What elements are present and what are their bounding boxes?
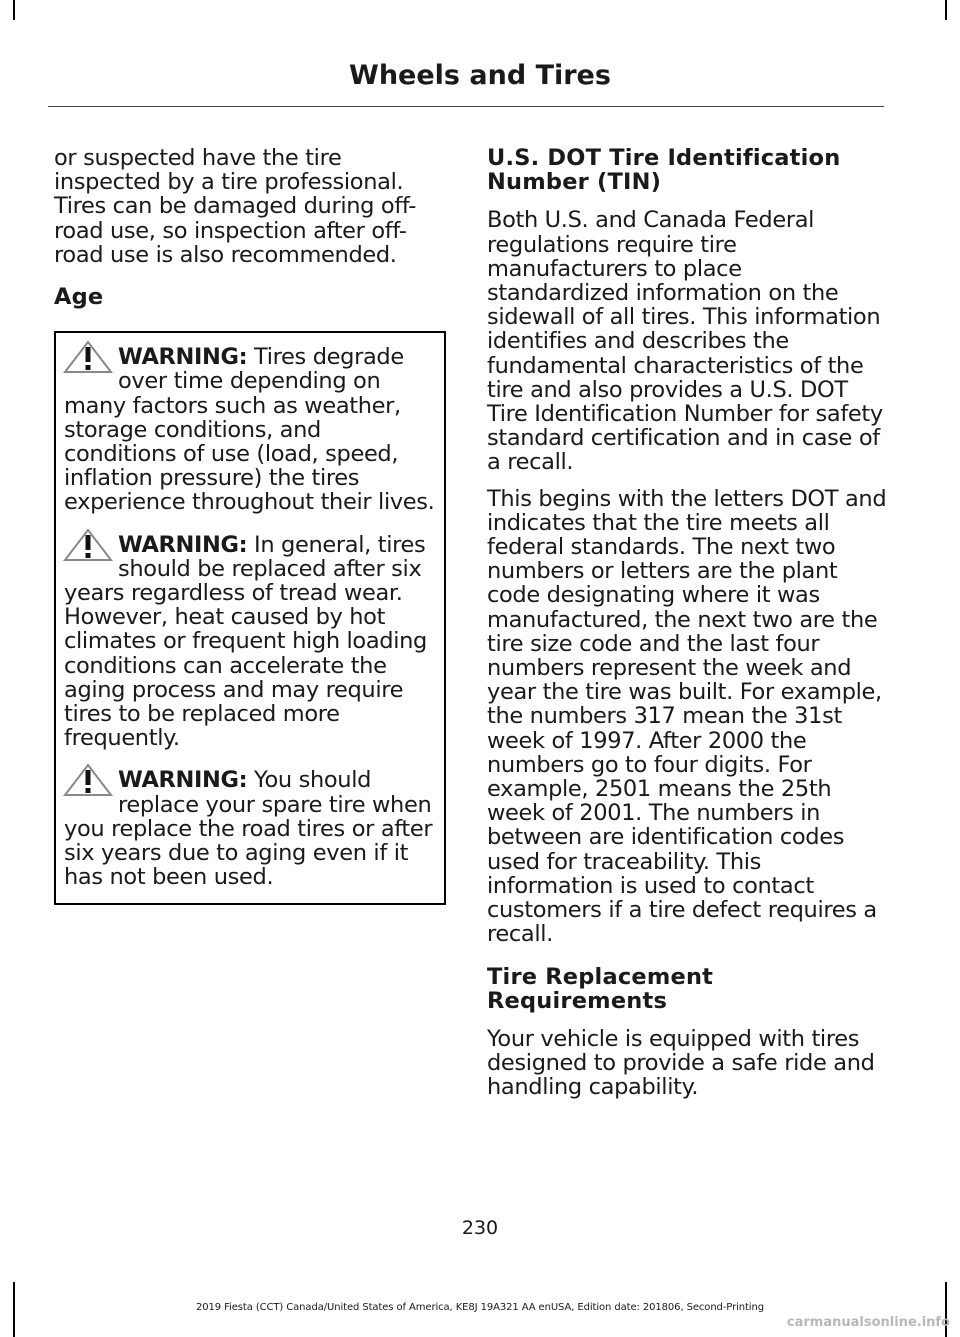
page-number: 230: [461, 1217, 499, 1239]
tin-paragraph-2: This begins with the letters DOT and indicates that the tire meets all federal standards. The next two numbers or letters are the plant code designating where it was manufactured, the next two are the tire size code and the last four numbers represent the week and year the tire was built. For example, the numbers 317 mean the 31st week of 1997. After 2000 the numbers go to four digits. For example, 2501 means the 25th week of 2001. The numbers in between are identification codes used for traceability. This information is used to contact customers if a tire defect requires a recall.: [487, 485, 887, 948]
warning-text: In general, tires should be replaced after six years regardless of tread wear. However, heat caused by hot climates or frequent high loading conditions can accelerate the aging process and may require tires to be replaced more frequently.: [64, 531, 427, 752]
tin-paragraph-1: Both U.S. and Canada Federal regulations require tire manufacturers to place standardized information on the sidewall of all tires. This information identifies and describes the fundamental characteristics of the tire and also provides a U.S. DOT Tire Identification Number for safety standard certification and in case of a recall.: [487, 207, 883, 476]
right-column: [487, 146, 887, 1112]
intro-paragraph: or suspected have the tire inspected by a tire professional. Tires can be damaged during off-road use, so inspection after off-road use is also recommended.: [54, 145, 416, 268]
left-column: [54, 146, 446, 905]
warning-item: [64, 533, 436, 751]
warning-text: You should replace your spare tire when you replace the road tires or after six years due to aging even if it has not been used.: [64, 767, 433, 891]
warning-triangle-icon: [62, 339, 114, 375]
warning-triangle-icon: [62, 762, 114, 798]
warning-text: Tires degrade over time depending on many factors such as weather, storage conditions, and conditions of use (load, speed, inflation pressure) the tires experience throughout their lives.: [64, 344, 435, 516]
replacement-heading: Tire Replacement Requirements: [487, 963, 714, 1014]
header-divider: [48, 106, 884, 107]
age-heading: Age: [54, 284, 104, 311]
warning-item: [64, 345, 436, 514]
replacement-paragraph: Your vehicle is equipped with tires designed to provide a safe ride and handling capability.: [487, 1025, 875, 1101]
warning-label: WARNING:: [118, 531, 248, 558]
warning-label: WARNING:: [118, 344, 248, 371]
crop-mark-top-right: [945, 0, 947, 20]
page-header-title: Wheels and Tires: [349, 60, 611, 91]
tin-heading: U.S. DOT Tire Identification Number (TIN): [487, 145, 841, 196]
footer-edition-info: 2019 Fiesta (CCT) Canada/United States of America, KE8J 19A321 AA enUSA, Edition date: 201806, Second-Printing: [196, 1302, 764, 1313]
warning-item: [64, 768, 436, 889]
warnings-box: [54, 331, 446, 905]
crop-mark-top-left: [13, 0, 15, 20]
warning-label: WARNING:: [118, 767, 248, 794]
watermark: carmanualsonline.info: [786, 1315, 950, 1330]
warning-triangle-icon: [62, 527, 114, 563]
